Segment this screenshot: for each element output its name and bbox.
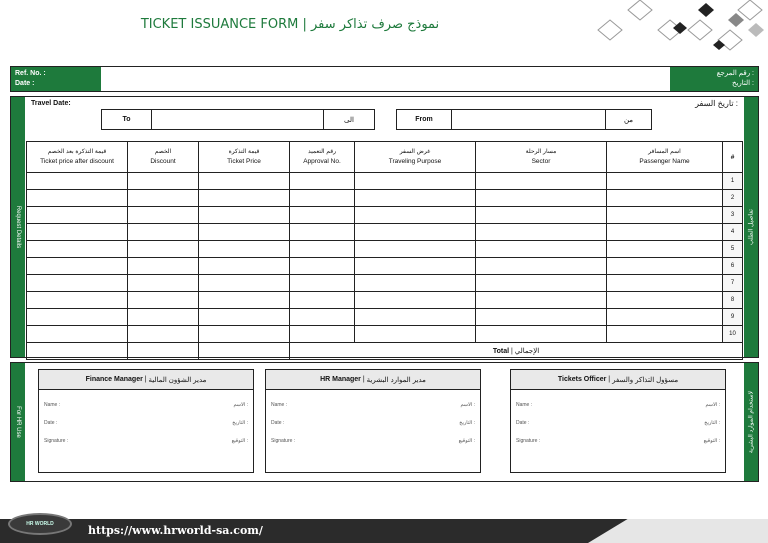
table-cell[interactable] xyxy=(355,309,476,326)
table-cell[interactable] xyxy=(290,207,355,224)
table-cell[interactable] xyxy=(290,241,355,258)
table-cell[interactable] xyxy=(128,326,199,343)
table-cell[interactable] xyxy=(128,258,199,275)
ref-no-label: Ref. No. : xyxy=(15,70,46,77)
travel-date-label-ar: تاريخ السفر : xyxy=(695,99,738,108)
column-header xyxy=(355,142,476,173)
column-header-ar: مسار الرحلة xyxy=(525,149,557,155)
from-input[interactable] xyxy=(452,110,606,129)
column-header xyxy=(723,142,743,173)
sign-line[interactable] xyxy=(39,438,253,444)
column-header xyxy=(476,142,607,173)
row-number: 10 xyxy=(723,326,743,343)
to-label-ar: الى xyxy=(344,116,354,124)
table-cell[interactable] xyxy=(355,275,476,292)
table-cell[interactable] xyxy=(199,207,290,224)
table-cell[interactable] xyxy=(607,224,723,241)
column-header xyxy=(128,142,199,173)
column-header-en: Passenger Name xyxy=(639,158,690,165)
request-details-panel xyxy=(10,96,759,358)
table-cell[interactable] xyxy=(290,309,355,326)
table-cell[interactable] xyxy=(128,190,199,207)
table-row xyxy=(27,309,743,326)
table-cell[interactable] xyxy=(355,258,476,275)
name-label: Name : xyxy=(271,402,288,408)
table-cell[interactable] xyxy=(128,292,199,309)
table-cell[interactable] xyxy=(607,275,723,292)
table-cell[interactable] xyxy=(199,309,290,326)
total-label: Total | الإجمالي xyxy=(290,343,743,360)
row-number: 2 xyxy=(723,190,743,207)
table-cell[interactable] xyxy=(199,224,290,241)
table-cell[interactable] xyxy=(355,224,476,241)
to-label: To xyxy=(102,110,152,129)
table-cell[interactable] xyxy=(128,224,199,241)
column-header-en: Sector xyxy=(531,158,551,165)
column-header-ar: قيمة التذكرة xyxy=(228,149,260,155)
name-label: Name : xyxy=(516,402,533,408)
hr-side-text-en: For HR Use xyxy=(15,406,21,438)
table-cell[interactable] xyxy=(290,326,355,343)
table-cell[interactable] xyxy=(199,190,290,207)
hr-side-label-en xyxy=(11,363,25,481)
table-cell[interactable] xyxy=(476,326,607,343)
table-cell[interactable] xyxy=(128,309,199,326)
signer-title-ar: مسؤول التذاكر والسفر xyxy=(612,376,679,384)
table-cell[interactable] xyxy=(290,292,355,309)
column-header-ar: الخصم xyxy=(154,149,172,155)
table-cell[interactable] xyxy=(27,326,128,343)
request-side-text-ar: تفاصيل الطلب xyxy=(748,209,755,245)
column-header-ar: غرض السفر xyxy=(399,149,431,155)
from-label: From xyxy=(397,110,452,129)
table-cell[interactable] xyxy=(199,258,290,275)
hr-side-label-ar xyxy=(744,363,758,481)
row-number: 7 xyxy=(723,275,743,292)
signature-box-title: Finance Manager | مدير الشؤون المالية xyxy=(39,370,253,390)
table-cell[interactable] xyxy=(128,207,199,224)
table-row xyxy=(27,241,743,258)
ref-labels-en xyxy=(11,67,101,91)
date-label-ar: التاريخ : xyxy=(459,420,475,426)
table-cell[interactable] xyxy=(199,292,290,309)
hr-use-panel xyxy=(10,362,759,482)
sign-label: Signature : xyxy=(271,438,296,444)
table-cell[interactable] xyxy=(199,173,290,190)
signature-box-title: Tickets Officer | مسؤول التذاكر والسفر xyxy=(511,370,725,390)
column-header-en: Traveling Purpose xyxy=(388,158,442,165)
table-cell[interactable] xyxy=(607,190,723,207)
table-cell[interactable] xyxy=(607,309,723,326)
table-cell[interactable] xyxy=(476,309,607,326)
table-cell[interactable] xyxy=(290,173,355,190)
form-title: TICKET ISSUANCE FORM | نموذج صرف تذاكر سفر xyxy=(140,17,440,32)
table-cell[interactable] xyxy=(476,190,607,207)
table-cell[interactable] xyxy=(607,326,723,343)
signature-box xyxy=(510,369,726,473)
table-cell[interactable] xyxy=(290,224,355,241)
table-cell[interactable] xyxy=(607,292,723,309)
signer-title-en: Tickets Officer xyxy=(557,376,607,383)
table-cell[interactable] xyxy=(128,275,199,292)
date-label-ar: التاريخ : xyxy=(704,420,720,426)
column-header-ar: قيمة التذكرة بعد الخصم xyxy=(47,149,107,155)
total-cell[interactable] xyxy=(128,343,199,360)
column-header-en: Ticket Price xyxy=(227,158,261,165)
table-cell[interactable] xyxy=(290,275,355,292)
request-side-text-en: Request Details xyxy=(15,205,21,249)
table-cell[interactable] xyxy=(128,173,199,190)
ref-no-label-ar: رقم المرجع : xyxy=(716,70,754,77)
to-field xyxy=(101,109,375,130)
ref-input-area[interactable] xyxy=(101,67,670,91)
table-cell[interactable] xyxy=(27,190,128,207)
table-cell[interactable] xyxy=(199,241,290,258)
table-cell[interactable] xyxy=(27,258,128,275)
column-header-en: # xyxy=(730,153,735,161)
table-cell[interactable] xyxy=(27,275,128,292)
table-row xyxy=(27,326,743,343)
total-value[interactable] xyxy=(27,343,128,360)
table-cell[interactable] xyxy=(607,241,723,258)
date-label: Date : xyxy=(516,420,530,426)
table-cell[interactable] xyxy=(476,207,607,224)
date-label-ar: التاريخ : xyxy=(232,420,248,426)
signer-title-ar: مدير الشؤون المالية xyxy=(148,376,207,384)
table-cell[interactable] xyxy=(476,275,607,292)
table-row xyxy=(27,292,743,309)
name-line[interactable] xyxy=(511,402,725,408)
decorative-diamonds xyxy=(588,0,768,60)
column-header xyxy=(290,142,355,173)
column-header xyxy=(199,142,290,173)
row-number: 4 xyxy=(723,224,743,241)
table-row xyxy=(27,190,743,207)
table-cell[interactable] xyxy=(128,241,199,258)
table-cell[interactable] xyxy=(27,173,128,190)
date-label: Date : xyxy=(271,420,285,426)
table-cell[interactable] xyxy=(607,207,723,224)
column-header-en: Approval No. xyxy=(303,158,341,165)
sign-label-ar: التوقيع : xyxy=(458,438,475,444)
signer-title-en: Finance Manager xyxy=(85,376,143,383)
row-number: 9 xyxy=(723,309,743,326)
table-cell[interactable] xyxy=(607,258,723,275)
column-header xyxy=(27,142,128,173)
total-row xyxy=(27,343,743,360)
signer-title-ar: مدير الموارد البشرية xyxy=(366,376,426,384)
name-line[interactable] xyxy=(39,402,253,408)
sign-label-ar: التوقيع : xyxy=(703,438,720,444)
table-cell[interactable] xyxy=(607,173,723,190)
date-label: Date : xyxy=(44,420,58,426)
signature-box xyxy=(38,369,254,473)
hrworld-logo: HR WORLD xyxy=(8,513,72,535)
date-label: Date : xyxy=(15,80,35,87)
name-line[interactable] xyxy=(266,402,480,408)
column-header-en: Discount xyxy=(150,158,176,165)
name-label-ar: الاسم : xyxy=(233,402,248,408)
table-header xyxy=(27,142,743,173)
request-side-label-en xyxy=(11,97,25,357)
table-cell[interactable] xyxy=(27,224,128,241)
table-cell[interactable] xyxy=(476,173,607,190)
date-label-ar: التاريخ : xyxy=(731,80,754,87)
table-cell[interactable] xyxy=(27,207,128,224)
table-cell[interactable] xyxy=(355,173,476,190)
table-row xyxy=(27,275,743,292)
total-label-en: Total xyxy=(492,348,510,355)
date-line[interactable] xyxy=(39,420,253,426)
ref-labels-ar xyxy=(670,67,758,91)
sign-label: Signature : xyxy=(516,438,541,444)
name-label: Name : xyxy=(44,402,61,408)
table-cell[interactable] xyxy=(476,258,607,275)
table-cell[interactable] xyxy=(27,292,128,309)
table-row xyxy=(27,224,743,241)
sign-label-ar: التوقيع : xyxy=(231,438,248,444)
column-header-ar: رقم التعميد xyxy=(307,149,337,155)
signature-box-title: HR Manager | مدير الموارد البشرية xyxy=(266,370,480,390)
reference-bar xyxy=(10,66,759,92)
column-header-en: Ticket price after discount xyxy=(40,158,114,165)
total-label-ar: الإجمالي xyxy=(514,348,540,355)
sign-line[interactable] xyxy=(511,438,725,444)
sign-line[interactable] xyxy=(266,438,480,444)
table-cell[interactable] xyxy=(476,224,607,241)
travel-date-label: Travel Date: xyxy=(31,100,71,107)
table-cell[interactable] xyxy=(290,258,355,275)
website-link[interactable]: https://www.hrworld-sa.com/ xyxy=(88,524,263,537)
row-number: 6 xyxy=(723,258,743,275)
table-cell[interactable] xyxy=(355,241,476,258)
table-cell[interactable] xyxy=(355,326,476,343)
request-side-label-ar xyxy=(744,97,758,357)
row-number: 3 xyxy=(723,207,743,224)
column-header-ar: اسم المسافر xyxy=(648,149,681,155)
row-number: 1 xyxy=(723,173,743,190)
table-cell[interactable] xyxy=(290,190,355,207)
table-cell[interactable] xyxy=(476,292,607,309)
table-row xyxy=(27,258,743,275)
from-field xyxy=(396,109,652,130)
ticket-table xyxy=(26,141,743,360)
column-header xyxy=(607,142,723,173)
table-row xyxy=(27,173,743,190)
table-row xyxy=(27,207,743,224)
date-line[interactable] xyxy=(266,420,480,426)
name-label-ar: الاسم : xyxy=(460,402,475,408)
signature-box xyxy=(265,369,481,473)
table-cell[interactable] xyxy=(27,309,128,326)
hr-side-text-ar: لاستخدام الموارد البشرية xyxy=(748,390,755,454)
to-input[interactable] xyxy=(152,110,324,129)
footer-bar xyxy=(0,519,768,543)
table-cell[interactable] xyxy=(199,275,290,292)
table-cell[interactable] xyxy=(27,241,128,258)
row-number: 5 xyxy=(723,241,743,258)
row-number: 8 xyxy=(723,292,743,309)
table-cell[interactable] xyxy=(199,326,290,343)
from-label-ar: من xyxy=(623,116,634,124)
table-cell[interactable] xyxy=(355,207,476,224)
date-line[interactable] xyxy=(511,420,725,426)
signer-title-en: HR Manager xyxy=(320,376,361,383)
sign-label: Signature : xyxy=(44,438,69,444)
footer-decoration xyxy=(588,519,768,543)
table-cell[interactable] xyxy=(476,241,607,258)
name-label-ar: الاسم : xyxy=(705,402,720,408)
total-cell[interactable] xyxy=(199,343,290,360)
table-cell[interactable] xyxy=(355,292,476,309)
table-cell[interactable] xyxy=(355,190,476,207)
